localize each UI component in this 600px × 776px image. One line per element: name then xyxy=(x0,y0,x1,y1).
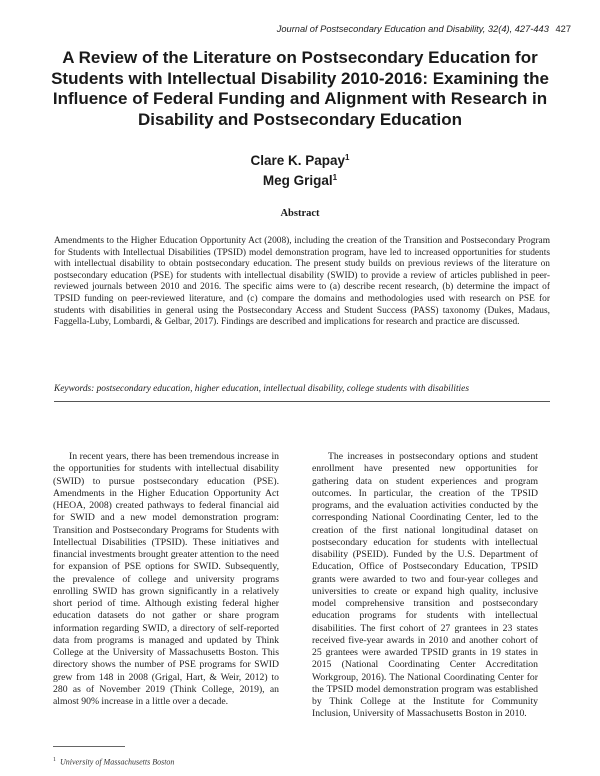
running-header xyxy=(277,24,571,34)
abstract-text: Amendments to the Higher Education Opportunity Act (2008), including the creation of the Transition and Postsecondary Program for Students with Intellectual Disabilities (TPSID) model demonstration program, have led to increased opportunities for students with intellectual disability to obtain postsecondary education. The present study builds on previous reviews of the literature on postsecondary education (PSE) for students with intellectual disability (SWID) to provide a review of articles published in peer-reviewed journals between 2010 and 2016. The specific aims were to (a) describe recent research, (b) determine the impact of TPSID funding on peer-reviewed literature, and (c) compare the domains and methodologies used with research on PSE for students with disabilities in general using the Postsecondary Access and Student Success (PASS) taxonomy (Dukes, Madaus, Faggella-Luby, Lombardi, & Gelbar, 2017). Findings are described and implications for research and practice are discussed. xyxy=(54,236,550,328)
affiliation-marker: 1 xyxy=(345,153,350,162)
affiliation-marker: 1 xyxy=(332,172,338,182)
body-column-left: In recent years, there has been tremendous increase in the opportunities for students with intellectual disability (SWID) to pursue postsecondary education (PSE). Amendments in the Higher Education Opportunity Act (HEOA, 2008) created pathways to federal financial aid for SWID and a new model demonstration program: Transition and Postsecondary Programs for Students with Intellectual Disabilities (TPSID). These initiatives and financial investments brought greater attention to the need for expansion of PSE options for SWID. Subsequently, the prevalence of college and university programs enrolling SWID has grown significantly in a relatively short period of time. Although existing federal higher education datasets do not gather or share program information regarding SWID, a directory of self-reported data from programs is managed and updated by Think College at the University of Massachusetts Boston. This directory shows the number of PSE programs for SWID grew from 148 in 2008 (Grigal, Hart, & Weir, 2012) to 280 as of November 2019 (Think College, 2019), an almost 90% increase in a little over a decade. xyxy=(53,451,279,707)
author-name: Meg Grigal xyxy=(262,172,333,188)
section-divider xyxy=(54,401,550,402)
article-title: A Review of the Literature on Postsecondary Education for Students with Intellectual Disability 2010-2016: Examining the Influence of Federal Funding and Alignment with Research in Disability and Postsecondary Education xyxy=(51,48,549,129)
author xyxy=(0,150,600,170)
author xyxy=(0,170,600,190)
footnote-marker: 1 xyxy=(53,757,56,763)
keywords: Keywords: postsecondary education, higher education, intellectual disability, college students with disabilities xyxy=(54,384,469,394)
footnote-text: University of Massachusetts Boston xyxy=(60,757,175,767)
footnote-rule xyxy=(53,746,125,747)
footnote xyxy=(53,757,174,767)
journal-citation: Journal of Postsecondary Education and Disability, 32(4), 427-443 xyxy=(276,24,549,34)
author-list xyxy=(0,150,600,189)
body-column-right: The increases in postsecondary options and student enrollment have presented new opportunities for gathering data on student experiences and program outcomes. In particular, the creation of the TPSID programs, and the evaluation activities conducted by the corresponding National Coordinating Center, led to the creation of the first national longitudinal dataset on postsecondary education for students with intellectual disability (PSEID). Funded by the U.S. Department of Education, Office of Postsecondary Education, TPSID grants were awarded to two and four-year colleges and universities to create or expand high quality, inclusive model comprehensive transition and postsecondary education programs for students with intellectual disabilities. The first cohort of 27 grantees in 23 states received five-year awards in 2010 and another cohort of 25 grantees were awarded TPSID grants in 19 states in 2015 (National Coordinating Center Accreditation Workgroup, 2016). The National Coordinating Center for the TPSID model demonstration program was established by Think College at the Institute for Community Inclusion, University of Massachusetts Boston in 2010. xyxy=(312,451,538,720)
abstract-heading: Abstract xyxy=(280,208,320,219)
page-number: 427 xyxy=(555,24,571,34)
author-name: Clare K. Papay xyxy=(250,153,346,168)
